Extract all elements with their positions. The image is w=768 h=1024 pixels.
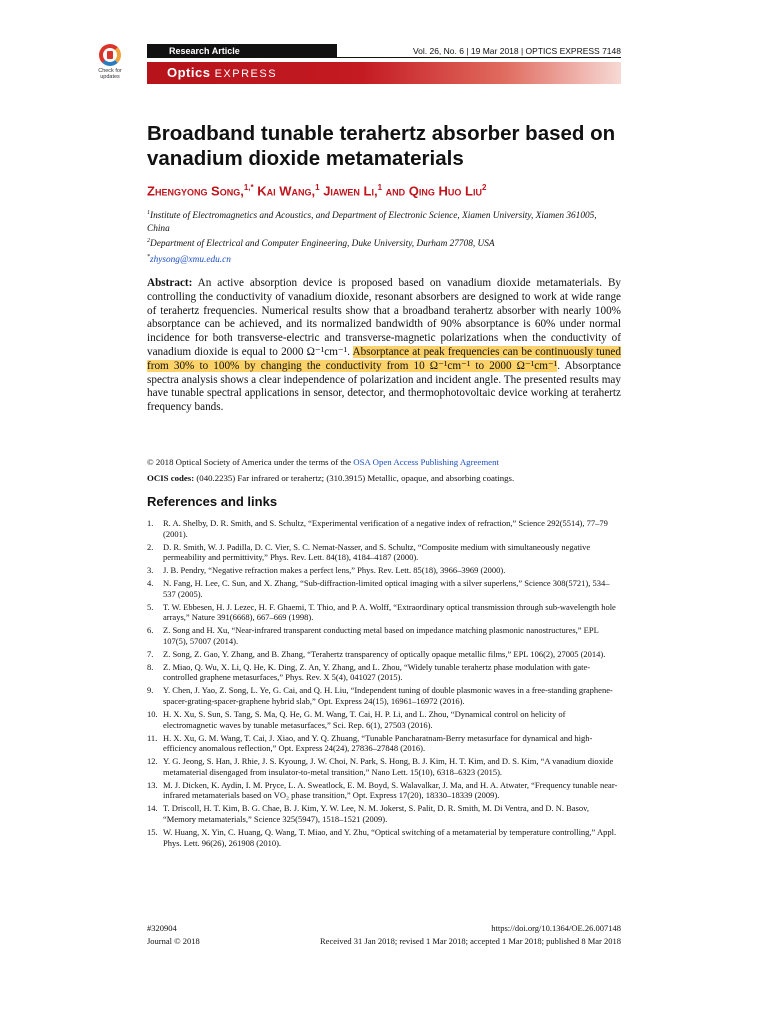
author-name: Zhengyong Song, (147, 183, 244, 199)
reference-item: 11. H. X. Xu, G. M. Wang, T. Cai, J. Xiao, and Y. Q. Zhuang, “Tunable Pancharatnam-Berry metasurface for dynamical and high-efficiency anomalous reflection,” Opt. Express 24(24), 27836–27848 (2016). (147, 732, 593, 754)
reference-item: 12. Y. G. Jeong, S. Han, J. Rhie, J. S. Kyoung, J. W. Choi, N. Park, S. Hong, B. J. Kim, H. T. Kim, and D. S. Kim, “A vanadium dioxide metamaterial disengaged from insulator-to-metal transition,” Nano Lett. 15(10), 6318–6323 (2015). (147, 756, 614, 777)
reference-item: 5. T. W. Ebbesen, H. J. Lezec, H. F. Ghaemi, T. Thio, and P. A. Wolff, “Extraordinary optical transmission through sub-wavelength hole arrays,” Nature 391(6668), 667–669 (1998). (147, 601, 616, 623)
footer-left (147, 922, 200, 948)
check-for-updates-badge[interactable] (92, 44, 128, 80)
journal-copyright: Journal © 2018 (147, 936, 200, 946)
license-text: © 2018 Optical Society of America under the terms of the (147, 457, 354, 467)
doi-link[interactable]: https://doi.org/10.1364/OE.26.007148 (491, 923, 621, 933)
abstract-highlight: Absorptance at peak frequencies can be continuously tuned from 30% to 100% by changing the conductivity from 10 Ω⁻¹cm⁻¹ to 2000 Ω⁻¹cm⁻¹ (147, 345, 621, 372)
abstract-text-1: An active absorption device is proposed based on vanadium dioxide metamaterials. By controlling the conductivity of vanadium dioxide, resonant absorbers are designed to work at wide range of terahertz frequencies. Numerical results show that a broadband terahertz absorber with nearly 100% absorptance can be achieved, and its normalized bandwidth of 90% absorptance is 60% under normal incidence for both transverse-electric and transverse-magnetic polarizations when the conductivity of vanadium dioxide is equal to 2000 Ω⁻¹cm⁻¹. (147, 277, 621, 358)
journal-header (147, 44, 621, 58)
reference-item: 10. H. X. Xu, S. Sun, S. Tang, S. Ma, Q. He, G. M. Wang, T. Cai, H. P. Li, and L. Zhou, “Dynamical control on helicity of electromagnetic waves by tunable metasurfaces,” Sci. Rep. 6(1), 27503 (2016). (147, 709, 566, 730)
manuscript-id: #320904 (147, 923, 177, 933)
affiliations (147, 207, 621, 266)
author-name: Jiawen Li, (319, 183, 378, 199)
volume-info: Vol. 26, No. 6 | 19 Mar 2018 | OPTICS EXPRESS 7148 (412, 46, 621, 56)
author-name: Kai Wang, (253, 183, 316, 199)
reference-item: 3. J. B. Pendry, “Negative refraction makes a perfect lens,” Phys. Rev. Lett. 85(18), 3966–3969 (2000). (147, 565, 506, 576)
affiliation-1: $^1$Institute of Electromagnetics and Acoustics, and Department of Electronic Science, Xiamen University, Xiamen 361005, China (147, 210, 597, 234)
author-list (147, 183, 621, 198)
license-link[interactable]: OSA Open Access Publishing Agreement (353, 457, 499, 467)
reference-item: 6. Z. Song and H. Xu, “Near-infrared transparent conducting metal based on impedance matching plasmonic nanostructures,” EPL 107(5), 57007 (2014). (147, 625, 599, 646)
reference-item: 4. N. Fang, H. Lee, C. Sun, and X. Zhang, “Sub-diffraction-limited optical imaging with a silver superlens,” Science 308(5721), 534–537 (2005). (147, 578, 610, 599)
author-sup: 1,* (243, 183, 254, 192)
bookmark-icon (99, 44, 121, 66)
article-type-label: Research Article (147, 44, 337, 58)
references-heading: References and links (147, 494, 278, 509)
ocis-text: (040.2235) Far infrared or terahertz; (310.3915) Metallic, opaque, and absorbing coatings. (194, 473, 515, 483)
reference-item: 14. T. Driscoll, H. T. Kim, B. G. Chae, B. J. Kim, Y. W. Lee, N. M. Jokerst, S. Palit, D. R. Smith, M. Di Ventra, and D. N. Basov, “Memory metamaterials,” Science 325(5947), 1518–1521 (2009). (147, 803, 589, 824)
paper-title: Broadband tunable terahertz absorber based on vanadium dioxide metamaterials (147, 122, 616, 170)
badge-label: Check for updates (98, 68, 122, 80)
reference-item: 13. M. J. Dicken, K. Aydin, I. M. Pryce, L. A. Sweatlock, E. M. Boyd, S. Walavalkar, J. Ma, and H. A. Atwater, “Frequency tunable near-infrared metamaterials based on VO₂ phase transition,” Opt. Express 17(20), 18330–18339 (2009). (147, 779, 618, 801)
abstract (147, 277, 621, 415)
reference-item: 7. Z. Song, Z. Gao, Y. Zhang, and B. Zhang, “Terahertz transparency of optically opaque metallic films,” EPL 106(2), 27005 (2014). (147, 648, 606, 659)
reference-item: 1. R. A. Shelby, D. R. Smith, and S. Schultz, “Experimental verification of a negative index of refraction,” Science 292(5514), 77–79 (2001). (147, 518, 608, 539)
reference-item: 9. Y. Chen, J. Yao, Z. Song, L. Ye, G. Cai, and Q. H. Liu, “Independent tuning of double plasmonic waves in a free-standing graphene-spacer-grating-spacer-graphene hybrid slab,” Opt. Express 24(15), 16961–16972 (2016). (147, 685, 613, 707)
reference-item: 2. D. R. Smith, W. J. Padilla, D. C. Vier, S. C. Nemat-Nasser, and S. Schultz, “Composite medium with simultaneously negative permeability and permittivity,” Phys. Rev. Lett. 84(18), 4184–4187 (2000). (147, 541, 591, 563)
ocis-label: OCIS codes: (147, 473, 195, 483)
author-sup: 2 (481, 183, 487, 192)
reference-item: 8. Z. Miao, Q. Wu, X. Li, Q. He, K. Ding, Z. An, Y. Zhang, and L. Zhou, “Widely tunable terahertz phase modulation with gate-controlled graphene metasurfaces,” Phys. Rev. X 5(4), 041027 (2015). (147, 661, 591, 683)
footer-right (320, 922, 621, 948)
author-name: and Qing Huo Liu (382, 183, 482, 199)
ocis-codes (147, 473, 621, 483)
reference-list (147, 518, 621, 850)
abstract-text-2: . Absorptance spectra analysis shows a clear independence of polarization and incident angle. The presented results may have tunable spectral applications in sensor, detector, and thermophotovoltaic device working at terahertz frequency bands. (147, 359, 622, 414)
journal-brand-bar (147, 62, 621, 84)
license-statement (147, 457, 621, 467)
reference-item: 15. W. Huang, X. Yin, C. Huang, Q. Wang, T. Miao, and Y. Zhu, “Optical switching of a metamaterial by temperature controlling,” Appl. Phys. Lett. 96(26), 261908 (2010). (147, 826, 617, 848)
affiliation-2: $^2$Department of Electrical and Computer Engineering, Duke University, Durham 27708, USA (147, 238, 495, 250)
corresponding-email[interactable]: *zhysong@xmu.edu.cn (147, 253, 231, 265)
publication-dates: Received 31 Jan 2018; revised 1 Mar 2018; accepted 1 Mar 2018; published 8 Mar 2018 (320, 936, 621, 946)
abstract-label: Abstract: (147, 277, 193, 289)
journal-logo: Optics EXPRESS (167, 65, 278, 80)
author-sup: 1 (377, 183, 383, 192)
author-sup: 1 (315, 183, 320, 192)
